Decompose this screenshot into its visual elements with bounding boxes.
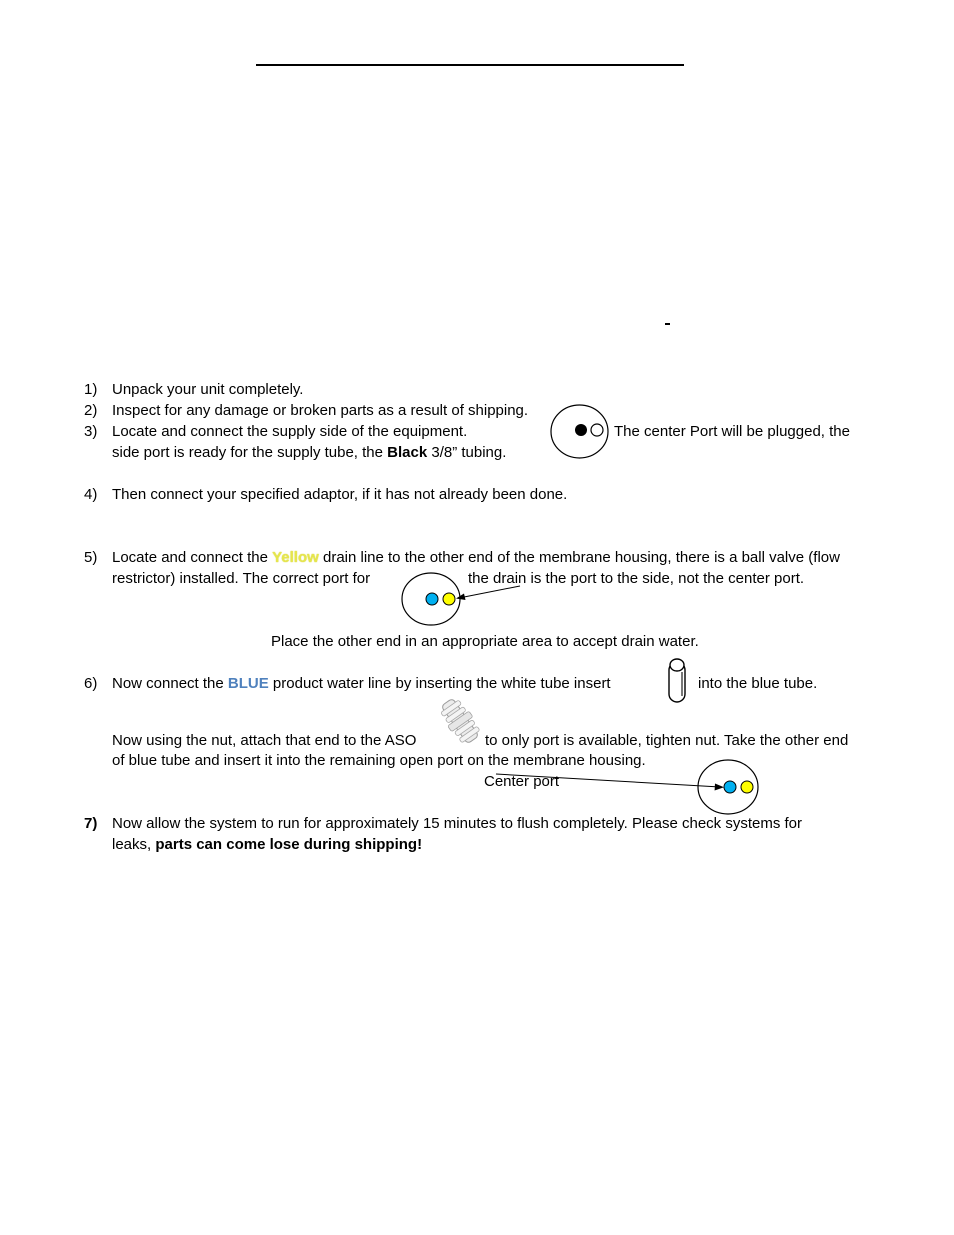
step-5-line-1: Locate and connect the Yellow drain line to the other end of the membrane housing, there is a ball valve (flow xyxy=(112,549,840,566)
step-2-text: Inspect for any damage or broken parts as a result of shipping. xyxy=(112,402,529,419)
step-5-line-2-right: the drain is the port to the side, not the center port. xyxy=(468,570,805,587)
side-port-yellow xyxy=(443,593,455,605)
step-1-number: 1) xyxy=(84,381,98,398)
step-3-line-1: Locate and connect the supply side of the equipment. xyxy=(112,423,468,440)
supply-port-diagram xyxy=(550,404,610,460)
center-port-blue xyxy=(426,593,438,605)
supply-side-port xyxy=(591,424,603,436)
step-5-number: 5) xyxy=(84,549,98,566)
aso-valve-icon xyxy=(436,694,484,748)
drain-port-diagram xyxy=(400,572,522,630)
step-4-number: 4) xyxy=(84,486,98,503)
product-port-diagram xyxy=(494,758,760,816)
yellow-word: Yellow xyxy=(272,549,319,566)
step-3-line-1-right: The center Port will be plugged, the xyxy=(614,423,850,440)
step-3-number: 3) xyxy=(84,423,98,440)
step-7-line-2: leaks, parts can come lose during shipping! xyxy=(112,836,423,853)
dash-mark xyxy=(665,323,670,325)
center-port-blue xyxy=(724,781,736,793)
step-1-text: Unpack your unit completely. xyxy=(112,381,304,398)
pointer-arrowhead xyxy=(715,784,724,791)
step-6-line-3: of blue tube and insert it into the remaining open port on the membrane housing. xyxy=(112,752,646,769)
side-port-yellow xyxy=(741,781,753,793)
step-5-line-2-left: restrictor) installed. The correct port for xyxy=(112,570,371,587)
step-6-line-2-left: Now using the nut, attach that end to the ASO xyxy=(112,732,417,749)
step-7-line-1: Now allow the system to run for approximately 15 minutes to flush completely. Please check systems for xyxy=(112,815,803,832)
step-4-text: Then connect your specified adaptor, if it has not already been done. xyxy=(112,486,568,503)
pointer-arrow-line xyxy=(496,774,720,787)
step-2-number: 2) xyxy=(84,402,98,419)
pointer-arrow-line xyxy=(459,586,520,598)
step-3-line-2: side port is ready for the supply tube, the Black 3/8” tubing. xyxy=(112,444,507,461)
center-port-label: Center port xyxy=(484,773,560,790)
step-7-number: 7) xyxy=(84,815,98,832)
step-6-number: 6) xyxy=(84,675,98,692)
step-6-line-1: Now connect the BLUE product water line by inserting the white tube insert xyxy=(112,675,611,692)
step-6-line-1-right: into the blue tube. xyxy=(698,675,818,692)
blue-word: BLUE xyxy=(227,675,269,692)
title-underline xyxy=(256,64,684,66)
plugged-center-port xyxy=(575,424,587,436)
white-tube-insert-icon xyxy=(666,656,690,706)
pointer-arrowhead xyxy=(456,594,466,601)
step-5-line-3: Place the other end in an appropriate area to accept drain water. xyxy=(271,633,699,650)
step-6-line-2-right: to only port is available, tighten nut. Take the other end xyxy=(485,732,849,749)
